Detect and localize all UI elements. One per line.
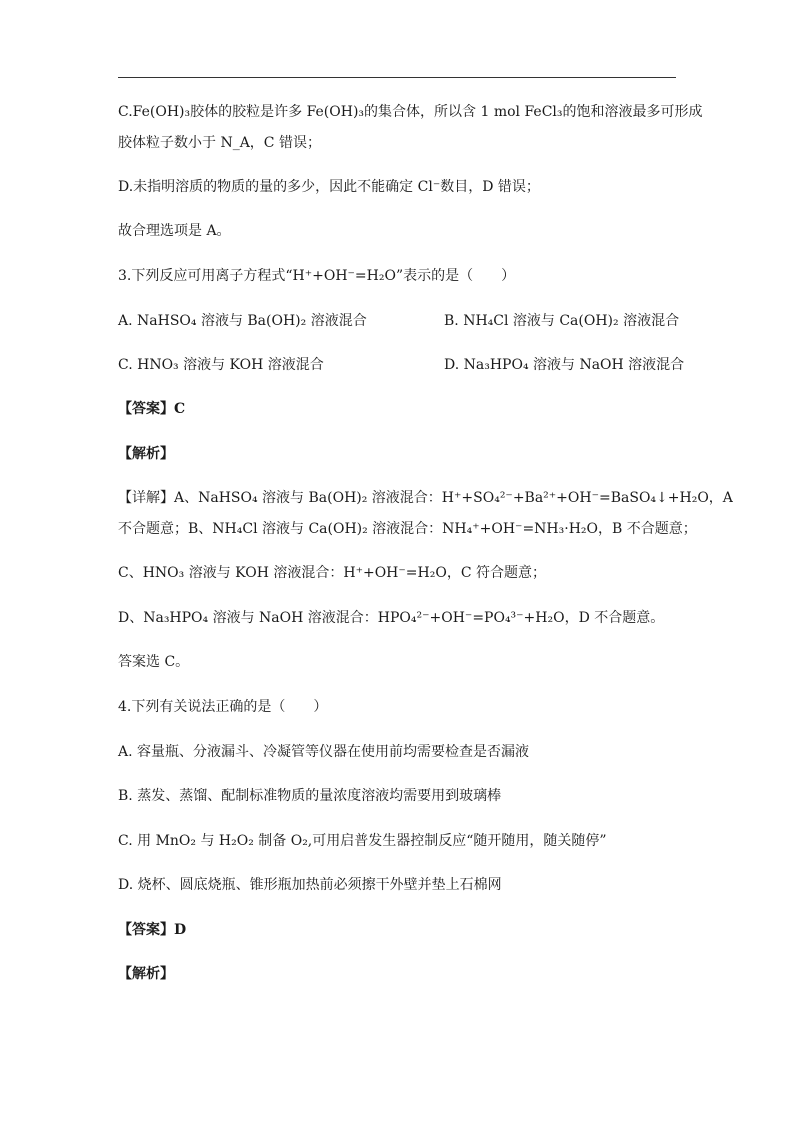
q3-detail-line-2: 不合题意；B、NH₄Cl 溶液与 Ca(OH)₂ 溶液混合：NH₄⁺+OH⁻=NH₃·H₂O，B 不合题意； [118, 521, 697, 537]
c-explanation-line-1: C.Fe(OH)₃胶体的胶粒是许多 Fe(OH)₃的集合体，所以含 1 mol FeCl₃的饱和溶液最多可形成 [118, 104, 703, 120]
q3-detail-line-1: 【详解】A、NaHSO₄ 溶液与 Ba(OH)₂ 溶液混合：H⁺+SO₄²⁻+Ba²⁺+OH⁻=BaSO₄↓+H₂O，A [118, 490, 733, 506]
q3-option-b: B. NH₄Cl 溶液与 Ca(OH)₂ 溶液混合 [444, 313, 680, 329]
q3-analysis-label: 【解析】 [118, 446, 174, 462]
q3-stem: 3.下列反应可用离子方程式“H⁺+OH⁻=H₂O”表示的是（ ） [118, 268, 516, 284]
q4-option-a: A. 容量瓶、分液漏斗、冷凝管等仪器在使用前均需要检查是否漏液 [118, 744, 530, 760]
q3-option-d: D. Na₃HPO₄ 溶液与 NaOH 溶液混合 [444, 357, 685, 373]
q4-option-b: B. 蒸发、蒸馏、配制标准物质的量浓度溶液均需要用到玻璃棒 [118, 788, 502, 804]
q3-answer: 【答案】C [118, 401, 186, 417]
q3-detail-line-3: C、HNO₃ 溶液与 KOH 溶液混合：H⁺+OH⁻=H₂O，C 符合题意； [118, 565, 546, 581]
d-explanation: D.未指明溶质的物质的量的多少，因此不能确定 Cl⁻数目，D 错误； [118, 179, 540, 195]
q3-detail-line-4: D、Na₃HPO₄ 溶液与 NaOH 溶液混合：HPO₄²⁻+OH⁻=PO₄³⁻+H₂O，D 不合题意。 [118, 610, 665, 626]
c-explanation-line-2: 胶体粒子数小于 N_A，C 错误； [118, 135, 321, 151]
q4-option-c: C. 用 MnO₂ 与 H₂O₂ 制备 O₂,可用启普发生器控制反应“随开随用，随关随停” [118, 833, 607, 849]
header-rule [118, 77, 676, 78]
q2-conclusion: 故合理选项是 A。 [118, 223, 231, 239]
q4-answer: 【答案】D [118, 922, 187, 938]
q3-option-a: A. NaHSO₄ 溶液与 Ba(OH)₂ 溶液混合 [118, 313, 367, 329]
q4-option-d: D. 烧杯、圆底烧瓶、锥形瓶加热前必须擦干外壁并垫上石棉网 [118, 877, 502, 893]
q3-conclusion: 答案选 C。 [118, 654, 190, 670]
q4-stem: 4.下列有关说法正确的是（ ） [118, 699, 328, 715]
q3-option-c: C. HNO₃ 溶液与 KOH 溶液混合 [118, 357, 324, 373]
q4-analysis-label: 【解析】 [118, 966, 174, 982]
